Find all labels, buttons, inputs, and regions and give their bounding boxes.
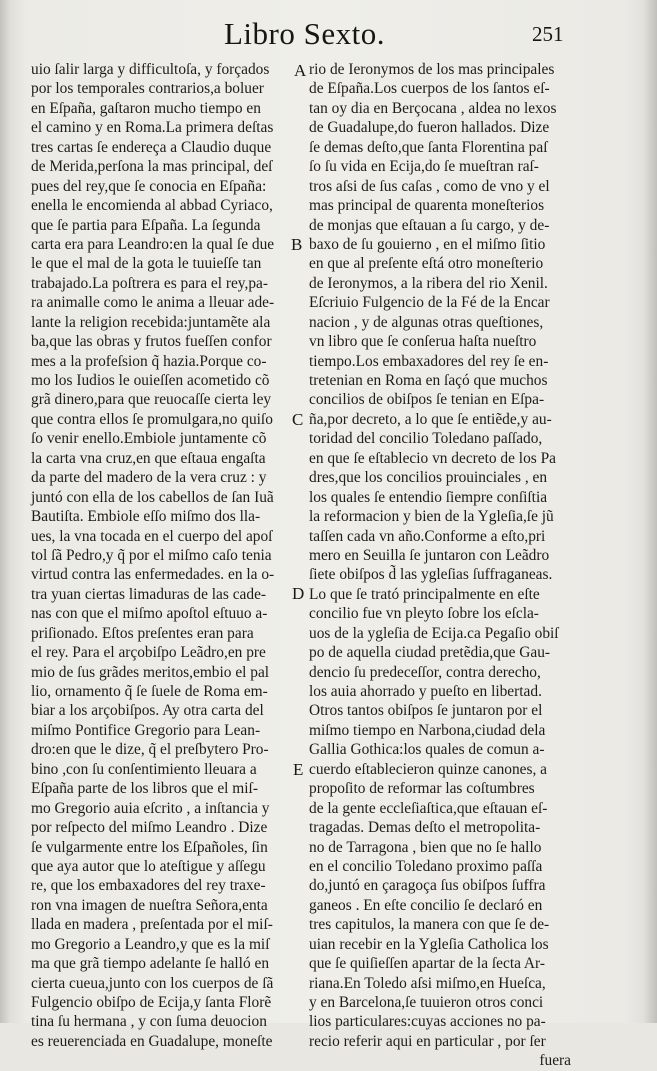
left-column-line: enella le encomienda al abbad Cyriaco, [31, 197, 273, 215]
left-text-column [31, 60, 286, 1051]
right-column-line: de Guadalupe,do fueron hallados. Dize [309, 119, 550, 137]
right-column-line: fuera [539, 1052, 571, 1070]
left-column-line: mo los Iudios le ouieſſen acometido cõ [31, 372, 270, 389]
left-column-line: da parte del madero de la vera cruz : y [31, 469, 267, 487]
left-column-line: la carta vna cruz,en que eſtaua engaſta [31, 449, 266, 467]
right-column-line: los auia ahorrado y pueſto en libertad. [309, 683, 542, 700]
left-column-line: ues, la vna tocada en el cuerpo del apoſ [31, 527, 273, 545]
right-column-line: riana.En Toledo aſsi miſmo,en Hueſca, [309, 974, 546, 992]
page-number: 251 [532, 22, 564, 46]
running-title: Libro Sexto. [224, 16, 385, 51]
left-column-line: pues del rey,que ſe conocia en Eſpaña: [31, 177, 267, 195]
right-column-line: dencio ſu predeceſſor, contra derecho, [309, 663, 541, 681]
right-column-line: cuerdo eſtablecieron quinze canones, a [309, 760, 548, 778]
left-column-line: el camino y en Roma.La primera deſtas [31, 119, 274, 137]
left-column-line: tina ſu hermana , y con ſuma deuocion [31, 1013, 267, 1031]
margin-marker-e: E [293, 760, 304, 779]
left-column-line: es reuerenciada en Guadalupe, moneſte [31, 1032, 273, 1050]
left-column-line: juntó con ella de los cabellos de ſan Iuã [31, 488, 274, 506]
right-column-line: do,juntó en çaragoça ſus obiſpos ſuffra [309, 877, 546, 895]
left-column-line: mo Gregorio a Leandro,y que es la miſ [31, 935, 270, 953]
left-column-line: que contra ellos ſe promulgara,no quiſo [31, 410, 273, 428]
right-column-line: Otros tantos obiſpos ſe juntaron por el [309, 702, 543, 720]
page-header [0, 14, 657, 54]
left-column-line: Bautiſta. Embiole eſſo miſmo dos lla- [31, 508, 261, 526]
right-column-line: tretenian en Roma en ſaçó que muchos [309, 372, 548, 389]
left-column-line: mo Gregorio auia eſcrito , a inſtancia y [31, 799, 270, 817]
left-column-line: Eſpaña parte de los libros que el miſ- [31, 780, 258, 798]
right-column-line: miſmo tiempo en Narbona,ciudad dela [309, 721, 546, 739]
right-column-line: de la gente eccleſiaſtica,que eſtauan eſ- [309, 799, 548, 817]
left-column-line: Fulgencio obiſpo de Ecija,y ſanta Florẽ [31, 994, 272, 1011]
left-column-line: de Merida,perſona la mas principal, deſ [31, 158, 273, 176]
left-column-line: uio ſalir larga y difficultoſa, y forçados [31, 61, 270, 78]
left-column-line: biar a los arçobiſpos. Ay otra carta del [31, 702, 264, 720]
right-column-line: mero en Seuilla ſe juntaron con Leãdro [309, 546, 550, 564]
left-column-line: en Eſpaña, gaſtaron mucho tiempo en [31, 99, 261, 117]
right-column-line: baxo de ſu gouierno , en el miſmo ſitio [309, 235, 546, 253]
right-column-line: vn libro que ſe conſerua haſta nueſtro [309, 333, 537, 351]
left-column-line: miſmo Pontifice Gregorio para Lean- [31, 721, 261, 739]
right-column-line: en el concilio Toledano proximo paſſa [309, 857, 543, 875]
right-column-line: en que al preſente eſtá otro moneſterio [309, 255, 544, 273]
left-column-line: mes a la profeſsion q̃ hazia.Porque co- [31, 352, 267, 370]
margin-marker-a: A [294, 61, 307, 80]
right-column-line: dres,que los concilios prouinciales , en [309, 469, 548, 487]
page-edge-shadow-right [643, 0, 657, 1023]
left-column-line: bino ,con ſu conſentimiento lleuara a [31, 760, 257, 778]
right-column-line: recio referir aqui en particular , por ſer [309, 1032, 546, 1050]
right-column-line: uian recebir en la Ygleſia Catholica los [309, 935, 549, 953]
left-column-line: ba,que las obras y frutos fueſſen confor [31, 333, 272, 351]
left-column-line: el rey. Para el arçobiſpo Leãdro,en pre [31, 644, 266, 662]
right-column-line: rio de Ieronymos de los mas principales [309, 61, 555, 78]
left-column-line: ſo venir enello.Embiole juntamente cõ [31, 430, 267, 448]
right-column-line: lios particulares:cuyas acciones no pa- [309, 1013, 546, 1031]
left-column-line: carta era para Leandro:en la qual ſe due [31, 235, 275, 253]
right-column-line: y en Barcelona,ſe tuuieron otros conci [309, 994, 544, 1011]
right-column-line: de monjas que eſtauan a ſu cargo, y de- [309, 216, 550, 234]
margin-marker-c: C [292, 410, 304, 429]
right-column-line: po de aquella ciudad pretẽdia,que Gau- [309, 644, 551, 662]
page-edge-shadow [0, 0, 10, 1023]
right-column-line: nacion , y de algunas otras queſtiones, [309, 313, 544, 331]
right-column-line: uos de la ygleſia de Ecija.ca Pegaſio obiſ [309, 624, 559, 642]
left-column-line: ron vna imagen de nueſtra Señora,enta [31, 896, 268, 914]
right-column-line: concilios de obiſpos ſe tenian en Eſpa- [309, 391, 545, 409]
right-column-line: Lo que ſe trató principalmente en eſte [309, 585, 540, 603]
left-column-line: re, que los embaxadores del rey traxe- [31, 877, 266, 895]
right-column-line: tros aſsi de ſus caſas , como de vno y el [309, 177, 550, 195]
left-column-line: llada en madera , preſentada por el miſ- [31, 916, 273, 934]
left-column-line: que ſe partia para Eſpaña. La ſegunda [31, 216, 261, 234]
right-column-line: tragadas. Demas deſto el metropolita- [309, 819, 541, 837]
left-column-line: mio de ſus grãdes meritos,embio el pal [31, 663, 270, 681]
left-column-line: nas con que el miſmo apoſtol eſtuuo a- [31, 605, 268, 623]
margin-marker-d: D [292, 584, 305, 603]
right-column-line: de Eſpaña.Los cuerpos de los ſantos eſ- [309, 80, 550, 98]
right-column-line: propoſito de reformar las coſtumbres [309, 780, 535, 798]
left-column-line: lio, ornamento q̃ ſe ſuele de Roma em- [31, 683, 268, 700]
right-column-line: mas principal de quarenta moneſterios [309, 197, 545, 215]
left-column-line: grã dinero,para que reuocaſſe cierta ley [31, 391, 272, 409]
left-column-line: que aya autor que lo ateſtigue y aſſegu [31, 857, 266, 875]
right-column-line: tan oy dia en Berçocana , aldea no lexos [309, 99, 557, 117]
left-column-line: cierta cueua,junto con los cuerpos de ſã [31, 974, 274, 992]
left-column-line: tol ſã Pedro,y q̃ por el miſmo caſo tenia [31, 546, 272, 564]
left-column-line: por reſpecto del miſmo Leandro . Dize [31, 819, 268, 837]
right-column-line: en que ſe eſtablecio vn decreto de los Pa [309, 449, 557, 467]
right-column-line: ña,por decreto, a lo que ſe entiẽde,y au- [309, 410, 552, 428]
right-column-line: tres capitulos, la manera con que ſe de- [309, 916, 550, 934]
left-column-line: lante la religion recebida:juntamẽte ala [31, 313, 271, 331]
right-column-line: ſe demas deſto,que ſanta Florentina paſ [309, 138, 548, 156]
right-column-line: no de Tarragona , bien que no ſe hallo [309, 838, 542, 856]
right-column-line: ſiete obiſpos d̃ las ygleſias ſuffraganeas. [309, 566, 553, 584]
right-column-line: Gallia Gothica:los quales de comun a- [309, 741, 545, 759]
left-column-line: tra yuan ciertas limaduras de las cade- [31, 585, 267, 603]
left-column-line: le que el mal de la gota le tuuieſſe tan [31, 255, 262, 273]
right-column-line: los quales ſe entendio ſiempre conſiſtia [309, 488, 548, 506]
right-column-line: concilio fue vn pleyto ſobre los eſcla- [309, 605, 539, 623]
left-column-line: ſe vulgarmente entre los Eſpañoles, ſin [31, 838, 268, 856]
left-column-line: ra animalle como le anima a lleuar ade- [31, 294, 275, 312]
left-column-line: tres cartas ſe endereça a Claudio duque [31, 138, 272, 156]
left-column-line: virtud contra las enfermedades. en la o- [31, 566, 275, 584]
right-column-line: Eſcriuio Fulgencio de la Fé de la Encar [309, 294, 550, 312]
margin-marker-b: B [291, 235, 303, 254]
right-text-column [309, 60, 571, 1071]
right-column-line: toridad del concilio Toledano paſſado, [309, 430, 543, 448]
right-column-line: de Ieronymos, a la ribera del rio Xenil. [309, 274, 548, 292]
right-column-line: tiempo.Los embaxadores del rey ſe en- [309, 352, 549, 370]
left-column-line: por los temporales contrarios,a boluer [31, 80, 264, 98]
right-column-line: la reformacion y bien de la Ygleſia,ſe jũ [309, 508, 554, 526]
right-column-line: taſſen cada vn año.Conforme a eſto,pri [309, 527, 546, 545]
left-column-line: dro:en que le dize, q̃ el preſbytero Pro- [31, 741, 269, 759]
left-column-line: priſionado. Eſtos preſentes eran para [31, 624, 254, 642]
left-column-line: ma que grã tiempo adelante ſe halló en [31, 955, 270, 973]
right-column-line: que ſe quiſieſſen apartar de la ſecta Ar- [309, 955, 545, 973]
right-column-line: ganeos . En eſte concilio ſe declaró en [309, 896, 543, 914]
right-column-line: ſo ſu vida en Ecija,do ſe mueſtran raſ- [309, 158, 539, 176]
left-column-line: trabajado.La poſtrera es para el rey,pa- [31, 274, 268, 292]
